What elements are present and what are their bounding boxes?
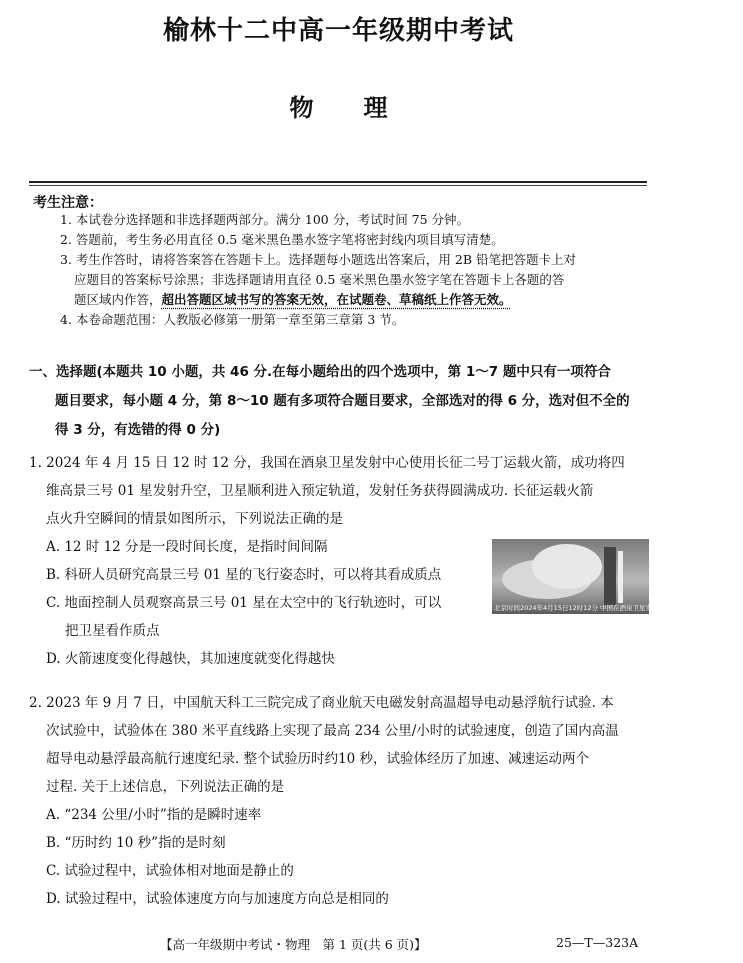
notice-item-3-cont2	[60, 290, 650, 310]
notice-item-2: 2. 答题前，考生务必用直径 0.5 毫米黑色墨水签字笔将密封线内项目填写清楚。	[60, 232, 504, 247]
q1-stem-1: 1. 2024 年 4 月 15 日 12 时 12 分，我国在酒泉卫星发射中心使用长征二号丁运载火箭，成功将四	[29, 455, 625, 471]
q2-stem-3: 超导电动悬浮最高航行速度纪录. 整个试验历时约10 秒，试验体经历了加速、减速运动两个	[46, 751, 590, 767]
q2-stem-4: 过程. 关于上述信息，下列说法正确的是	[46, 779, 285, 795]
q2-option-b: B. “历时约 10 秒”指的是时刻	[46, 835, 226, 851]
q1-option-d: D. 火箭速度变化得越快，其加速度就变化得越快	[46, 651, 335, 667]
notice-item-3-end: 题区域内作答，	[74, 292, 162, 307]
section-heading	[29, 358, 649, 445]
section-line-1: 一、选择题(本题共 10 小题，共 46 分.在每小题给出的四个选项中，第 1～7 题中只有一项符合	[29, 364, 611, 380]
page-footer: 【高一年级期中考试・物理 第 1 页(共 6 页)】	[160, 937, 427, 952]
notice-item-3: 3. 考生作答时，请将答案答在答题卡上。选择题每小题选出答案后，用 2B 铅笔把答题卡上对	[60, 252, 576, 267]
question-2	[29, 689, 654, 913]
rocket-launch-photo	[492, 539, 743, 614]
q2-option-a: A. “234 公里/小时”指的是瞬时速率	[46, 807, 262, 823]
smoke-cloud	[532, 544, 602, 589]
q1-option-c: C. 地面控制人员观察高景三号 01 星在太空中的飞行轨迹时，可以	[46, 595, 442, 611]
notice-list	[60, 210, 650, 330]
notice-item-4: 4. 本卷命题范围：人教版必修第一册第一章至第三章第 3 节。	[60, 312, 405, 327]
exam-title: 榆林十二中高一年级期中考试	[162, 16, 514, 46]
q1-option-a: A. 12 时 12 分是一段时间长度，是指时间间隔	[46, 539, 328, 555]
notice-item-1: 1. 本试卷分选择题和非选择题两部分。满分 100 分，考试时间 75 分钟。	[60, 212, 470, 227]
q1-option-c-cont: 把卫星看作质点	[65, 623, 160, 639]
section-line-3: 得 3 分，有选错的得 0 分)	[55, 422, 221, 438]
q2-option-d: D. 试验过程中，试验体速度方向与加速度方向总是相同的	[46, 891, 389, 907]
q2-option-c: C. 试验过程中，试验体相对地面是静止的	[46, 863, 294, 879]
q1-stem-2: 维高景三号 01 星发射升空，卫星顺利进入预定轨道，发射任务获得圆满成功. 长征运载火箭	[46, 483, 594, 499]
header-divider-thin	[29, 185, 647, 186]
notice-title: 考生注意：	[33, 195, 103, 211]
q1-option-b: B. 科研人员研究高景三号 01 星的飞行姿态时，可以将其看成质点	[46, 567, 442, 583]
rocket	[618, 551, 623, 603]
notice-emphasis: 超出答题区域书写的答案无效，在试题卷、草稿纸上作答无效。	[161, 292, 512, 307]
q2-stem-1: 2. 2023 年 9 月 7 日，中国航天科工三院完成了商业航天电磁发射高温超导电动悬浮航行试验. 本	[29, 695, 614, 711]
q1-stem-3: 点火升空瞬间的情景如图所示，下列说法正确的是	[46, 511, 343, 527]
photo-caption: 北京时间2024年4月15日12时12分 中国在酒泉卫星发射中心使用长征二号丁运载火箭	[494, 604, 743, 612]
header-divider-thick	[29, 181, 647, 183]
launch-tower	[604, 547, 616, 605]
exam-code: 25—T—323A	[556, 935, 639, 950]
section-line-2: 题目要求，每小题 4 分，第 8～10 题有多项符合题目要求，全部选对的得 6 分，选对但不全的	[55, 393, 630, 409]
notice-item-3-cont: 应题目的答案标号涂黑；非选择题请用直径 0.5 毫米黑色墨水签字笔在答题卡上各题的答	[74, 272, 565, 287]
subject-title: 物理	[289, 93, 438, 122]
q2-stem-2: 次试验中，试验体在 380 米平直线路上实现了最高 234 公里/小时的试验速度，创造了国内高温	[46, 723, 619, 739]
